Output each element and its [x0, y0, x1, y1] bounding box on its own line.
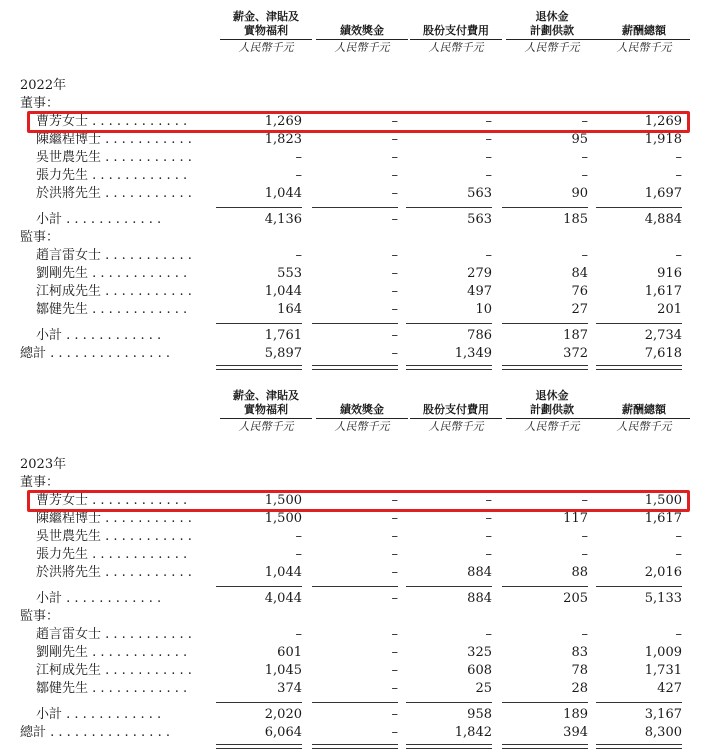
row-value: – [391, 186, 398, 201]
column-header-lines [410, 387, 502, 417]
double-rule [596, 365, 682, 370]
column-header-text: 績效獎金 [340, 24, 384, 37]
row-value: 374 [277, 681, 302, 696]
row-value: – [295, 150, 302, 165]
column-unit: 人民幣千元 [616, 420, 672, 433]
section-year: 2022年 [20, 78, 67, 93]
row-value: – [295, 547, 302, 562]
row-value: – [581, 493, 588, 508]
row-value: 205 [563, 591, 588, 606]
supervisors-subtotal-row [0, 327, 720, 345]
header-rule [506, 39, 598, 40]
subtotal-rule [406, 702, 492, 703]
row-value: 1,044 [264, 565, 302, 580]
row-value: 25 [475, 681, 492, 696]
column-unit: 人民幣千元 [334, 420, 390, 433]
row-value: 189 [563, 707, 588, 722]
supervisor-row [0, 265, 720, 283]
row-value: – [581, 150, 588, 165]
row-value: 563 [467, 212, 492, 227]
row-label: 吳世農先生 . . . . . . . . . . . [36, 150, 192, 165]
row-value: – [391, 212, 398, 227]
subtotal-rule [406, 586, 492, 587]
highlight-box [27, 111, 690, 133]
row-value: – [485, 114, 492, 129]
column-unit: 人民幣千元 [428, 41, 484, 54]
row-value: – [485, 511, 492, 526]
row-value: 78 [571, 663, 588, 678]
column-header-lines [598, 387, 690, 417]
row-value: 394 [563, 725, 588, 740]
row-value: 1,045 [264, 663, 302, 678]
row-label: 陳繼程博士 . . . . . . . . . . . [36, 132, 192, 147]
subtotal-rule [502, 207, 588, 208]
row-value: 83 [571, 645, 588, 660]
row-value: 2,734 [644, 328, 682, 343]
row-value: – [675, 150, 682, 165]
supervisors-subtotal-row [0, 706, 720, 724]
row-value: 1,500 [264, 511, 302, 526]
column-header [598, 8, 690, 55]
row-value: – [581, 529, 588, 544]
row-value: 185 [563, 212, 588, 227]
column-unit: 人民幣千元 [524, 420, 580, 433]
column-header [598, 387, 690, 434]
row-value: 786 [467, 328, 492, 343]
subtotal-rule [596, 323, 682, 324]
row-label: 吳世農先生 . . . . . . . . . . . [36, 529, 192, 544]
column-header [506, 387, 598, 434]
row-value: 1,823 [264, 132, 302, 147]
highlight-box [27, 490, 690, 512]
row-value: 5,897 [264, 346, 302, 361]
row-value: – [391, 591, 398, 606]
row-value: 1,044 [264, 284, 302, 299]
row-value: 95 [571, 132, 588, 147]
supervisor-row [0, 680, 720, 698]
column-header-lines [316, 387, 408, 417]
column-header-text: 實物福利 [244, 24, 288, 37]
subtotal-rule [216, 702, 302, 703]
column-header-text: 退休金 [535, 10, 569, 23]
row-value: 553 [277, 266, 302, 281]
header-rule [598, 39, 690, 40]
header-rule [598, 418, 690, 419]
double-rule [312, 365, 398, 370]
row-value: 1,269 [264, 114, 302, 129]
column-header-text: 計劃供款 [530, 24, 574, 37]
row-value: 4,884 [644, 212, 682, 227]
row-value: 2,016 [644, 565, 682, 580]
row-label: 小計 . . . . . . . . . . . . [36, 591, 162, 606]
supervisor-row [0, 662, 720, 680]
director-row [0, 149, 720, 167]
row-value: 76 [571, 284, 588, 299]
header-rule [220, 39, 312, 40]
column-header-text: 薪金、津貼及 [233, 10, 299, 23]
supervisor-row [0, 626, 720, 644]
subtotal-rule [596, 702, 682, 703]
row-value: – [581, 168, 588, 183]
row-value: 2,020 [264, 707, 302, 722]
column-header-text: 薪酬總額 [622, 24, 666, 37]
row-value: – [391, 168, 398, 183]
row-value: – [581, 248, 588, 263]
row-value: – [391, 645, 398, 660]
row-value: 4,044 [264, 591, 302, 606]
row-value: 117 [563, 511, 588, 526]
subtotal-rule [502, 323, 588, 324]
column-header-text: 股份支付費用 [423, 24, 489, 37]
row-value: – [675, 547, 682, 562]
column-header [410, 8, 502, 55]
row-value: – [391, 284, 398, 299]
column-header [220, 387, 312, 434]
row-value: – [391, 114, 398, 129]
row-value: 1,500 [644, 493, 682, 508]
double-rule [216, 365, 302, 370]
row-value: 1,500 [264, 493, 302, 508]
row-value: – [391, 150, 398, 165]
row-value: 1,761 [264, 328, 302, 343]
row-value: 201 [657, 302, 682, 317]
row-value: 497 [467, 284, 492, 299]
subtotal-rule [312, 586, 398, 587]
row-value: 90 [571, 186, 588, 201]
row-value: – [391, 681, 398, 696]
column-header-text: 實物福利 [244, 403, 288, 416]
subtotal-rule [596, 586, 682, 587]
column-header-lines [220, 387, 312, 417]
row-value: – [675, 627, 682, 642]
row-value: 958 [467, 707, 492, 722]
row-value: 4,136 [264, 212, 302, 227]
column-header-lines [220, 8, 312, 38]
column-header-lines [410, 8, 502, 38]
row-label: 總計 . . . . . . . . . . . . . . . [20, 725, 170, 740]
row-value: 884 [467, 565, 492, 580]
supervisor-row [0, 283, 720, 301]
supervisors-heading: 監事： [20, 609, 60, 624]
column-header-text: 股份支付費用 [423, 403, 489, 416]
row-value: 1,918 [644, 132, 682, 147]
row-value: – [391, 266, 398, 281]
row-value: – [391, 565, 398, 580]
subtotal-rule [406, 323, 492, 324]
row-value: 27 [571, 302, 588, 317]
column-header [410, 387, 502, 434]
row-label: 曹芳女士 . . . . . . . . . . . . [36, 493, 188, 508]
director-row [0, 167, 720, 185]
row-value: – [485, 547, 492, 562]
director-row [0, 185, 720, 203]
row-label: 小計 . . . . . . . . . . . . [36, 328, 162, 343]
supervisor-row [0, 644, 720, 662]
column-header-lines [598, 8, 690, 38]
row-value: 5,133 [644, 591, 682, 606]
column-unit: 人民幣千元 [238, 41, 294, 54]
double-rule [312, 744, 398, 749]
double-rule [596, 744, 682, 749]
row-value: – [485, 168, 492, 183]
row-value: – [391, 302, 398, 317]
row-value: – [485, 132, 492, 147]
column-header-text: 薪酬總額 [622, 403, 666, 416]
row-value: 1,269 [644, 114, 682, 129]
row-value: – [391, 707, 398, 722]
row-value: 84 [571, 266, 588, 281]
column-header-text: 計劃供款 [530, 403, 574, 416]
header-rule [316, 418, 408, 419]
supervisor-row [0, 247, 720, 265]
row-value: – [391, 529, 398, 544]
row-value: – [391, 328, 398, 343]
subtotal-rule [596, 207, 682, 208]
column-unit: 人民幣千元 [524, 41, 580, 54]
row-label: 曹芳女士 . . . . . . . . . . . . [36, 114, 188, 129]
grand-total-row [0, 345, 720, 363]
row-value: 28 [571, 681, 588, 696]
row-value: – [675, 529, 682, 544]
grand-total-row [0, 724, 720, 742]
subtotal-rule [502, 702, 588, 703]
row-value: 187 [563, 328, 588, 343]
row-value: – [675, 248, 682, 263]
column-unit: 人民幣千元 [334, 41, 390, 54]
row-label: 劉剛先生 . . . . . . . . . . . . [36, 266, 188, 281]
row-value: – [391, 547, 398, 562]
column-header [220, 8, 312, 55]
director-row [0, 510, 720, 528]
director-row [0, 131, 720, 149]
row-value: 427 [657, 681, 682, 696]
subtotal-rule [312, 702, 398, 703]
row-label: 小計 . . . . . . . . . . . . [36, 707, 162, 722]
row-value: 10 [475, 302, 492, 317]
directors-heading: 董事： [20, 96, 60, 111]
row-value: – [391, 627, 398, 642]
row-value: – [295, 627, 302, 642]
header-rule [410, 418, 502, 419]
row-value: 372 [563, 346, 588, 361]
row-label: 趙言雷女士 . . . . . . . . . . . [36, 248, 192, 263]
column-header-text: 績效獎金 [340, 403, 384, 416]
row-value: 884 [467, 591, 492, 606]
double-rule [502, 365, 588, 370]
subtotal-rule [216, 207, 302, 208]
directors-heading: 董事： [20, 475, 60, 490]
subtotal-rule [216, 323, 302, 324]
row-value: – [295, 529, 302, 544]
row-value: – [581, 547, 588, 562]
row-value: – [485, 150, 492, 165]
row-value: 88 [571, 565, 588, 580]
row-value: 7,618 [644, 346, 682, 361]
column-header [316, 387, 408, 434]
supervisors-heading: 監事： [20, 230, 60, 245]
row-label: 總計 . . . . . . . . . . . . . . . [20, 346, 170, 361]
row-value: – [485, 248, 492, 263]
subtotal-rule [312, 323, 398, 324]
double-rule [216, 744, 302, 749]
row-value: – [295, 248, 302, 263]
row-value: 6,064 [264, 725, 302, 740]
column-header-text: 退休金 [535, 389, 569, 402]
row-value: – [391, 511, 398, 526]
column-unit: 人民幣千元 [428, 420, 484, 433]
row-value: – [295, 168, 302, 183]
subtotal-rule [312, 207, 398, 208]
supervisor-row [0, 301, 720, 319]
row-value: 1,349 [454, 346, 492, 361]
row-label: 劉剛先生 . . . . . . . . . . . . [36, 645, 188, 660]
row-value: – [581, 627, 588, 642]
column-header [506, 8, 598, 55]
row-label: 趙言雷女士 . . . . . . . . . . . [36, 627, 192, 642]
column-unit: 人民幣千元 [616, 41, 672, 54]
row-value: 1,044 [264, 186, 302, 201]
row-value: 1,617 [644, 284, 682, 299]
header-rule [220, 418, 312, 419]
director-row [0, 564, 720, 582]
row-value: 1,617 [644, 511, 682, 526]
row-value: 164 [277, 302, 302, 317]
header-rule [506, 418, 598, 419]
row-label: 張力先生 . . . . . . . . . . . . [36, 547, 188, 562]
row-value: – [675, 168, 682, 183]
row-label: 張力先生 . . . . . . . . . . . . [36, 168, 188, 183]
subtotal-rule [216, 586, 302, 587]
double-rule [502, 744, 588, 749]
row-label: 陳繼程博士 . . . . . . . . . . . [36, 511, 192, 526]
row-label: 小計 . . . . . . . . . . . . [36, 212, 162, 227]
directors-subtotal-row [0, 211, 720, 229]
column-unit: 人民幣千元 [238, 420, 294, 433]
row-value: – [485, 627, 492, 642]
header-rule [316, 39, 408, 40]
column-header [316, 8, 408, 55]
row-value: – [391, 725, 398, 740]
director-row [0, 528, 720, 546]
row-label: 鄒健先生 . . . . . . . . . . . . [36, 302, 188, 317]
directors-subtotal-row [0, 590, 720, 608]
header-rule [410, 39, 502, 40]
column-header-lines [506, 387, 598, 417]
row-value: 3,167 [644, 707, 682, 722]
row-value: 279 [467, 266, 492, 281]
row-value: – [391, 663, 398, 678]
section-year: 2023年 [20, 457, 67, 472]
row-label: 江柯成先生 . . . . . . . . . . . [36, 284, 192, 299]
row-value: 1,842 [454, 725, 492, 740]
subtotal-rule [406, 207, 492, 208]
row-label: 江柯成先生 . . . . . . . . . . . [36, 663, 192, 678]
row-value: – [391, 248, 398, 263]
subtotal-rule [502, 586, 588, 587]
row-value: 325 [467, 645, 492, 660]
row-value: 1,697 [644, 186, 682, 201]
row-label: 鄒健先生 . . . . . . . . . . . . [36, 681, 188, 696]
double-rule [406, 744, 492, 749]
director-row [0, 546, 720, 564]
double-rule [406, 365, 492, 370]
row-value: – [391, 132, 398, 147]
row-value: – [391, 346, 398, 361]
row-value: – [485, 493, 492, 508]
column-header-lines [316, 8, 408, 38]
column-header-text: 薪金、津貼及 [233, 389, 299, 402]
row-label: 於洪將先生 . . . . . . . . . . . [36, 565, 192, 580]
row-value: 916 [657, 266, 682, 281]
row-value: 608 [467, 663, 492, 678]
column-header-lines [506, 8, 598, 38]
row-label: 於洪將先生 . . . . . . . . . . . [36, 186, 192, 201]
row-value: 1,009 [644, 645, 682, 660]
row-value: 563 [467, 186, 492, 201]
row-value: 1,731 [644, 663, 682, 678]
row-value: 601 [277, 645, 302, 660]
row-value: – [391, 493, 398, 508]
row-value: 8,300 [644, 725, 682, 740]
row-value: – [581, 114, 588, 129]
row-value: – [485, 529, 492, 544]
